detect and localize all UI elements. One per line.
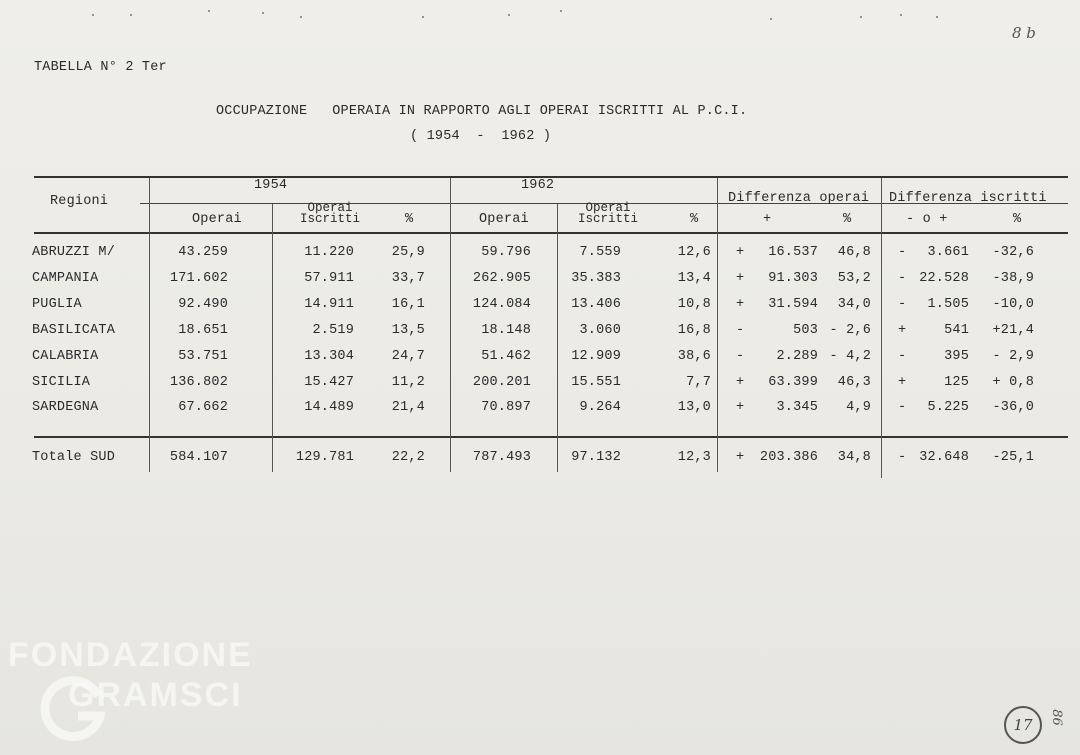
page-number-stamp: 17 xyxy=(1004,706,1042,744)
iscritti-1962-cell: 15.551 xyxy=(571,375,621,390)
header-pct-1962: % xyxy=(690,212,699,227)
diff-iscritti-pct-cell: -32,6 xyxy=(992,245,1034,260)
iscritti-1954-cell: 57.911 xyxy=(304,271,354,286)
pct-1954-cell: 24,7 xyxy=(391,349,425,364)
region-cell: CALABRIA xyxy=(32,349,99,364)
iscritti-1962-cell: 97.132 xyxy=(571,450,621,465)
header-plus: + xyxy=(763,212,772,227)
iscritti-1962-cell: 9.264 xyxy=(579,400,621,415)
col-divider xyxy=(717,178,718,472)
diff-operai-sign: + xyxy=(736,450,745,465)
diff-iscritti-sign: - xyxy=(898,349,907,364)
col-divider xyxy=(450,178,451,472)
pct-1962-cell: 7,7 xyxy=(686,375,711,390)
diff-iscritti-pct-cell: -10,0 xyxy=(992,297,1034,312)
iscritti-1954-cell: 14.489 xyxy=(304,400,354,415)
operai-1962-cell: 262.905 xyxy=(472,271,531,286)
diff-iscritti-pct-cell: -38,9 xyxy=(992,271,1034,286)
operai-1954-cell: 584.107 xyxy=(169,450,228,465)
iscritti-1962-cell: 12.909 xyxy=(571,349,621,364)
diff-operai-sign: + xyxy=(736,271,745,286)
pct-1954-cell: 33,7 xyxy=(391,271,425,286)
operai-1954-cell: 67.662 xyxy=(178,400,228,415)
pct-1954-cell: 22,2 xyxy=(391,450,425,465)
header-pct-diff-operai: % xyxy=(843,212,852,227)
iscritti-1962-cell: 35.383 xyxy=(571,271,621,286)
corner-handwritten-mark: 8 b xyxy=(1012,24,1036,42)
diff-operai-sign: + xyxy=(736,375,745,390)
diff-iscritti-pct-cell: -36,0 xyxy=(992,400,1034,415)
diff-iscritti-pct-cell: - 2,9 xyxy=(992,349,1034,364)
diff-iscritti-pct-cell: -25,1 xyxy=(992,450,1034,465)
operai-1962-cell: 200.201 xyxy=(472,375,531,390)
col-divider xyxy=(272,204,273,472)
diff-iscritti-sign: + xyxy=(898,323,907,338)
operai-1954-cell: 43.259 xyxy=(178,245,228,260)
iscritti-1954-cell: 14.911 xyxy=(304,297,354,312)
diff-iscritti-cell: 3.661 xyxy=(927,245,969,260)
document-title: OCCUPAZIONE OPERAIA IN RAPPORTO AGLI OPERAI ISCRITTI AL P.C.I. xyxy=(216,104,748,119)
pct-1954-cell: 13,5 xyxy=(391,323,425,338)
watermark-g-logo-icon xyxy=(40,674,110,744)
diff-iscritti-cell: 1.505 xyxy=(927,297,969,312)
header-regioni: Regioni xyxy=(50,194,109,209)
pct-1954-cell: 21,4 xyxy=(391,400,425,415)
diff-operai-sign: - xyxy=(736,349,745,364)
diff-iscritti-sign: - xyxy=(898,450,907,465)
region-cell: PUGLIA xyxy=(32,297,82,312)
side-handwritten-mark: 86 xyxy=(1048,709,1064,726)
operai-1962-cell: 787.493 xyxy=(472,450,531,465)
diff-operai-cell: 2.289 xyxy=(776,349,818,364)
col-divider xyxy=(149,178,150,472)
header-operai-1962: Operai xyxy=(479,212,529,227)
region-cell: CAMPANIA xyxy=(32,271,99,286)
diff-iscritti-sign: + xyxy=(898,375,907,390)
pct-1954-cell: 11,2 xyxy=(391,375,425,390)
pct-1962-cell: 13,0 xyxy=(677,400,711,415)
operai-1962-cell: 51.462 xyxy=(481,349,531,364)
watermark-line2: GRAMSCI xyxy=(68,676,243,714)
total-separator-rule xyxy=(34,436,1068,438)
watermark-line1: FONDAZIONE xyxy=(8,636,253,674)
header-minus-o-plus: - o + xyxy=(906,212,948,227)
iscritti-1954-cell: 11.220 xyxy=(304,245,354,260)
diff-iscritti-cell: 395 xyxy=(944,349,969,364)
diff-operai-pct-cell: 46,8 xyxy=(837,245,871,260)
diff-operai-sign: + xyxy=(736,400,745,415)
header-operai-1954: Operai xyxy=(192,212,242,227)
diff-iscritti-pct-cell: +21,4 xyxy=(992,323,1034,338)
header-year-1962: 1962 xyxy=(521,178,555,193)
col-divider xyxy=(557,204,558,472)
diff-operai-pct-cell: - 2,6 xyxy=(829,323,871,338)
diff-operai-cell: 203.386 xyxy=(759,450,818,465)
diff-operai-cell: 91.303 xyxy=(768,271,818,286)
header-year-1954: 1954 xyxy=(254,178,288,193)
region-cell: SARDEGNA xyxy=(32,400,99,415)
operai-1954-cell: 18.651 xyxy=(178,323,228,338)
diff-operai-pct-cell: 46,3 xyxy=(837,375,871,390)
diff-iscritti-sign: - xyxy=(898,271,907,286)
diff-operai-cell: 31.594 xyxy=(768,297,818,312)
iscritti-1962-cell: 7.559 xyxy=(579,245,621,260)
diff-iscritti-cell: 22.528 xyxy=(919,271,969,286)
pct-1962-cell: 38,6 xyxy=(677,349,711,364)
pct-1962-cell: 12,6 xyxy=(677,245,711,260)
diff-iscritti-sign: - xyxy=(898,245,907,260)
pct-1954-cell: 16,1 xyxy=(391,297,425,312)
diff-operai-cell: 63.399 xyxy=(768,375,818,390)
header-bottom-rule xyxy=(34,232,1068,234)
paper-specks xyxy=(90,10,950,22)
region-cell: SICILIA xyxy=(32,375,91,390)
diff-operai-sign: + xyxy=(736,297,745,312)
diff-operai-pct-cell: 4,9 xyxy=(846,400,871,415)
pct-1962-cell: 13,4 xyxy=(677,271,711,286)
pct-1962-cell: 12,3 xyxy=(677,450,711,465)
iscritti-1954-cell: 15.427 xyxy=(304,375,354,390)
diff-iscritti-sign: - xyxy=(898,297,907,312)
diff-operai-cell: 503 xyxy=(793,323,818,338)
operai-1962-cell: 59.796 xyxy=(481,245,531,260)
pct-1962-cell: 10,8 xyxy=(677,297,711,312)
diff-operai-pct-cell: 53,2 xyxy=(837,271,871,286)
diff-iscritti-cell: 5.225 xyxy=(927,400,969,415)
diff-iscritti-cell: 32.648 xyxy=(919,450,969,465)
diff-operai-pct-cell: 34,0 xyxy=(837,297,871,312)
table-label: TABELLA N° 2 Ter xyxy=(34,60,167,75)
header-pct-diff-iscritti: % xyxy=(1013,212,1022,227)
header-diff-operai: Differenza operai xyxy=(728,191,870,206)
operai-1962-cell: 18.148 xyxy=(481,323,531,338)
operai-1954-cell: 136.802 xyxy=(169,375,228,390)
col-divider xyxy=(881,178,882,478)
region-cell: Totale SUD xyxy=(32,450,116,465)
region-cell: ABRUZZI M/ xyxy=(32,245,116,260)
diff-operai-cell: 3.345 xyxy=(776,400,818,415)
operai-1962-cell: 124.084 xyxy=(472,297,531,312)
pct-1962-cell: 16,8 xyxy=(677,323,711,338)
header-iscritti-1954: Operai Iscritti xyxy=(300,201,361,226)
diff-iscritti-pct-cell: + 0,8 xyxy=(992,375,1034,390)
iscritti-1962-cell: 3.060 xyxy=(579,323,621,338)
operai-1954-cell: 53.751 xyxy=(178,349,228,364)
diff-iscritti-sign: - xyxy=(898,400,907,415)
iscritti-1954-cell: 13.304 xyxy=(304,349,354,364)
region-cell: BASILICATA xyxy=(32,323,116,338)
header-iscritti-1962: Operai Iscritti xyxy=(578,201,639,226)
header-diff-iscritti: Differenza iscritti xyxy=(889,191,1047,206)
iscritti-1954-cell: 129.781 xyxy=(295,450,354,465)
operai-1962-cell: 70.897 xyxy=(481,400,531,415)
diff-operai-pct-cell: 34,8 xyxy=(837,450,871,465)
operai-1954-cell: 92.490 xyxy=(178,297,228,312)
diff-operai-pct-cell: - 4,2 xyxy=(829,349,871,364)
diff-operai-cell: 16.537 xyxy=(768,245,818,260)
diff-operai-sign: - xyxy=(736,323,745,338)
document-subtitle: ( 1954 - 1962 ) xyxy=(410,129,552,144)
iscritti-1954-cell: 2.519 xyxy=(312,323,354,338)
operai-1954-cell: 171.602 xyxy=(169,271,228,286)
diff-operai-sign: + xyxy=(736,245,745,260)
diff-iscritti-cell: 125 xyxy=(944,375,969,390)
header-pct-1954: % xyxy=(405,212,414,227)
iscritti-1962-cell: 13.406 xyxy=(571,297,621,312)
fondazione-gramsci-watermark xyxy=(8,636,268,746)
pct-1954-cell: 25,9 xyxy=(391,245,425,260)
diff-iscritti-cell: 541 xyxy=(944,323,969,338)
